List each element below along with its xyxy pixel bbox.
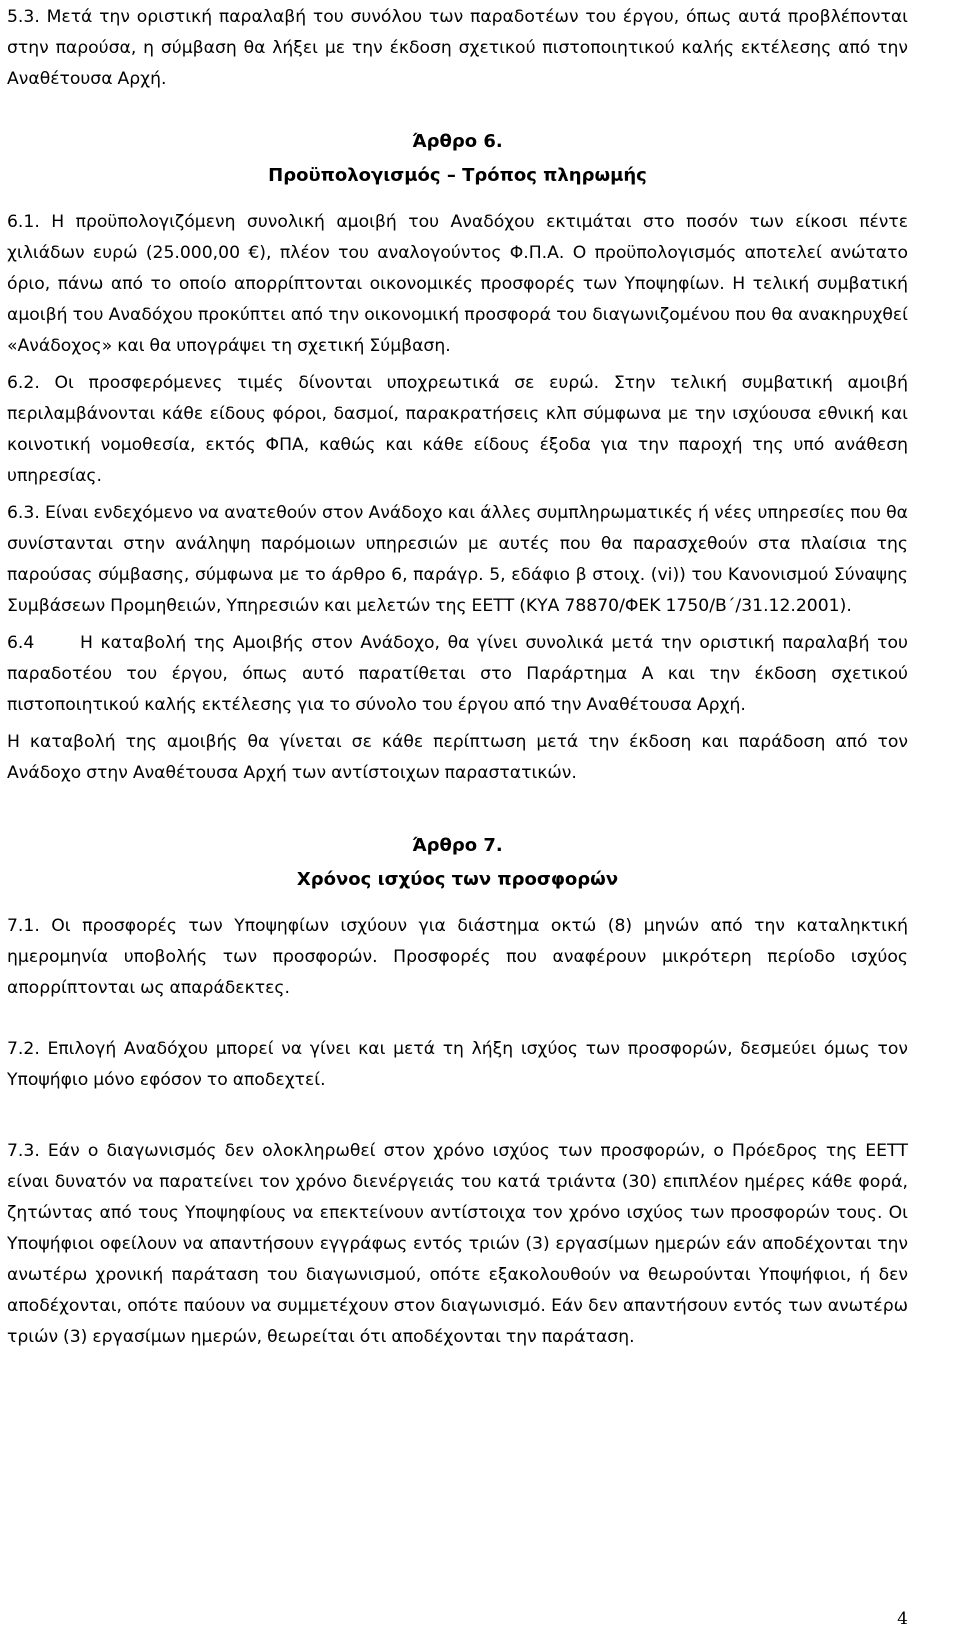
article-6-title: Προϋπολογισμός – Τρόπος πληρωμής (268, 165, 647, 186)
article-7-number: Άρθρο 7. (412, 835, 503, 856)
article-7-title: Χρόνος ισχύος των προσφορών (296, 869, 619, 890)
article-6-number: Άρθρο 6. (412, 131, 503, 152)
paragraph-6-1: 6.1. Η προϋπολογιζόμενη συνολική αμοιβή του Αναδόχου εκτιμάται στο ποσόν των είκοσι πέντε χιλιάδων ευρώ (25.000,00 €), πλέον του αναλογούντος Φ.Π.Α. Ο προϋπολογισμός αποτελεί ανώτατο όριο, πάνω από το οποίο απορρίπτονται οικονομικές προσφορές των Υποψηφίων. Η τελική συμβατική αμοιβή του Αναδόχου προκύπτει από την οικονομική προσφορά του διαγωνιζομένου που θα ανακηρυχθεί «Ανάδοχος» και θα υπογράψει τη σχετική Σύμβαση. (7, 212, 908, 356)
paragraph-6-3: 6.3. Είναι ενδεχόμενο να ανατεθούν στον Ανάδοχο και άλλες συμπληρωματικές ή νέες υπηρεσίες που θα συνίστανται στην ανάληψη παρόμοιων υπηρεσιών με αυτές που θα παρασχεθούν στα πλαίσια της παρούσας σύμβασης, σύμφωνα με το άρθρο 6, παράγρ. 5, εδάφιο β στοιχ. (vi)) του Κανονισμού Σύναψης Συμβάσεων Προμηθειών, Υπηρεσιών και μελετών της ΕΕΤΤ (ΚΥΑ 78870/ΦΕΚ 1750/Β΄/31.12.2001). (7, 503, 908, 616)
paragraph-7-3: 7.3. Εάν ο διαγωνισμός δεν ολοκληρωθεί στον χρόνο ισχύος των προσφορών, ο Πρόεδρος της ΕΕΤΤ είναι δυνατόν να παρατείνει τον χρόνο διενέργειάς του κατά τριάντα (30) επιπλέον ημέρες κάθε φορά, ζητώντας από τους Υποψηφίους να επεκτείνουν αντίστοιχα τον χρόνο ισχύος των προσφορών τους. Οι Υποψήφιοι οφείλουν να απαντήσουν εγγράφως εντός τριών (3) εργασίμων ημερών εάν αποδέχονται την ανωτέρω χρονική παράταση του διαγωνισμού, οπότε εξακολουθούν να θεωρούνται Υποψήφιοι, ή δεν αποδέχονται, οπότε παύουν να συμμετέχουν στον διαγωνισμό. Εάν δεν απαντήσουν εντός των ανωτέρω τριών (3) εργασίμων ημερών, θεωρείται ότι αποδέχονται την παράταση. (7, 1141, 908, 1347)
paragraph-6-2: 6.2. Οι προσφερόμενες τιμές δίνονται υποχρεωτικά σε ευρώ. Στην τελική συμβατική αμοιβή περιλαμβάνονται κάθε είδους φόροι, δασμοί, παρακρατήσεις κλπ σύμφωνα με την ισχύουσα εθνική και κοινοτική νομοθεσία, εκτός ΦΠΑ, καθώς και κάθε είδους έξοδα για την παροχή της υπό ανάθεση υπηρεσίας. (7, 373, 908, 486)
paragraph-5-3: 5.3. Μετά την οριστική παραλαβή του συνόλου των παραδοτέων του έργου, όπως αυτά προβλέπονται στην παρούσα, η σύμβαση θα λήξει με την έκδοση σχετικού πιστοποιητικού καλής εκτέλεσης από την Αναθέτουσα Αρχή. (7, 7, 908, 89)
paragraph-7-1: 7.1. Οι προσφορές των Υποψηφίων ισχύουν για διάστημα οκτώ (8) μηνών από την καταληκτική ημερομηνία υποβολής των προσφορών. Προσφορές που αναφέρουν μικρότερη περίοδο ισχύος απορρίπτονται ως απαράδεκτες. (7, 916, 908, 998)
paragraph-6-4: 6.4 Η καταβολή της Αμοιβής στον Ανάδοχο, θα γίνει συνολικά μετά την οριστική παραλαβή του παραδοτέου του έργου, όπως αυτό παρατίθεται στο Παράρτημα Α και την έκδοση σχετικού πιστοποιητικού καλής εκτέλεσης για το σύνολο του έργου από την Αναθέτουσα Αρχή. (7, 633, 908, 715)
page-number: 4 (897, 1609, 908, 1629)
document-page (7, 2, 908, 1353)
paragraph-6-4-payment: Η καταβολή της αμοιβής θα γίνεται σε κάθε περίπτωση μετά την έκδοση και παράδοση από τον Ανάδοχο στην Αναθέτουσα Αρχή των αντίστοιχων παραστατικών. (7, 732, 908, 783)
paragraph-7-2: 7.2. Επιλογή Αναδόχου μπορεί να γίνει και μετά τη λήξη ισχύος των προσφορών, δεσμεύει όμως τον Υποψήφιο μόνο εφόσον το αποδεχτεί. (7, 1039, 908, 1090)
